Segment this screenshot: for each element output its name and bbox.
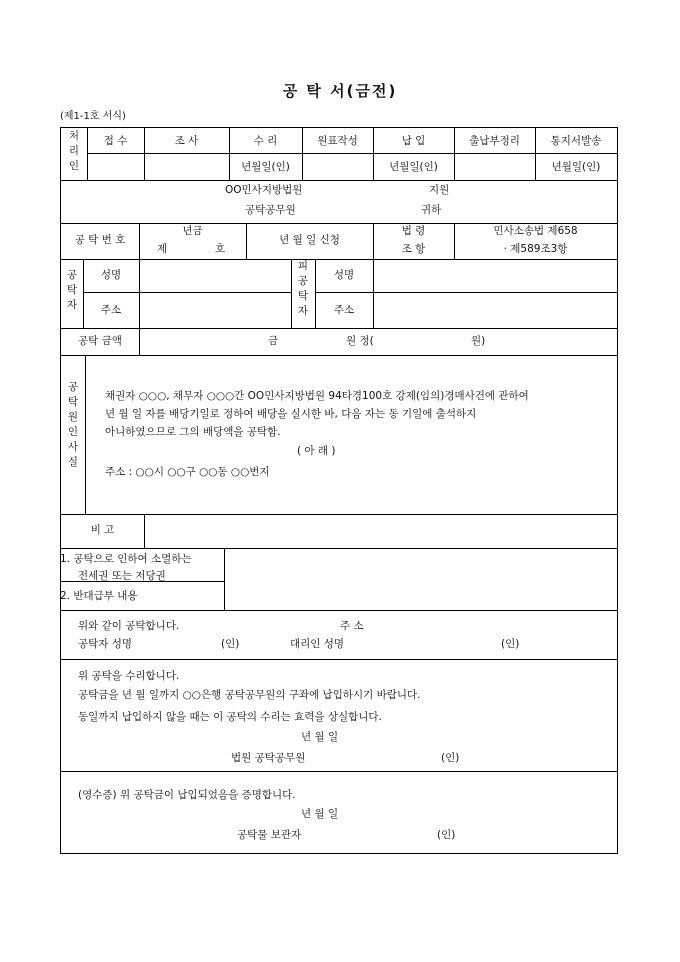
deposit-number-suffix: 호 xyxy=(215,243,226,255)
table-rule xyxy=(61,328,617,329)
header-investigation: 조 사 xyxy=(174,135,199,147)
table-rule xyxy=(61,659,617,660)
table-rule xyxy=(61,771,617,772)
receipt-line: (영수증) 위 공탁금이 납입되었음을 증명합니다. xyxy=(78,789,296,801)
table-rule xyxy=(61,355,617,356)
payment-date: 년월일(인) xyxy=(389,161,438,173)
amount-label: 공탁 금액 xyxy=(78,335,122,347)
deposit-number-label: 공 탁 번 호 xyxy=(74,234,126,246)
note-item-1-detail: 전세권 또는 저당권 xyxy=(78,570,166,582)
table-rule xyxy=(85,355,86,514)
depositee-address-label: 주소 xyxy=(333,304,355,316)
table-rule xyxy=(83,292,291,293)
table-rule xyxy=(61,548,617,549)
deposit-year: 년금 xyxy=(182,225,203,237)
table-rule xyxy=(87,153,617,154)
remarks-label: 비 고 xyxy=(90,524,115,536)
acceptance-line-1: 위 공탁을 수리합니다. xyxy=(78,670,180,682)
branch-court: 지원 xyxy=(429,184,450,196)
law-value-1: 민사소송법 제658 xyxy=(493,225,578,237)
cause-address: 주소 : ○○시 ○○구 ○○동 ○○번지 xyxy=(105,466,270,478)
table-rule xyxy=(315,292,617,293)
note-item-1: 1. 공탁으로 인하여 소멸하는 xyxy=(60,553,192,565)
acceptance-date: 년월일(인) xyxy=(241,161,290,173)
table-rule xyxy=(61,610,617,611)
agent-signature-label: 대리인 성명 xyxy=(290,638,345,650)
acceptance-line-2: 공탁금을 년 월 일까지 ○○은행 공탁공무원의 구좌에 납입하시기 바랍니다. xyxy=(78,689,421,701)
table-rule xyxy=(139,328,140,355)
declaration-address-label: 주 소 xyxy=(340,620,364,632)
officer-title: 공탁공무원 xyxy=(245,204,296,216)
cause-line-1: 채권자 ○○○, 채무자 ○○○간 OO민사지방법원 94타경100호 강제(임의)경매사건에 관하여 xyxy=(105,390,529,402)
declaration-line: 위와 같이 공탁합니다. xyxy=(78,620,180,632)
law-label-1: 법 령 xyxy=(401,225,426,237)
cause-side-label: 공탁원인사실 xyxy=(67,381,79,468)
depositor-signature-label: 공탁자 성명 xyxy=(78,638,133,650)
cause-line-3: 아니하였으므로 그의 배당액을 공탁함. xyxy=(105,426,281,438)
receipt-date: 년 월 일 xyxy=(301,808,339,820)
depositor-seal: (인) xyxy=(221,638,240,650)
cause-heading: ( 아 래 ) xyxy=(297,445,336,457)
agent-seal: (인) xyxy=(501,638,520,650)
depositor-address-label: 주소 xyxy=(100,304,122,316)
acceptance-date: 년 월 일 xyxy=(301,731,339,743)
processing-side-label: 처리인 xyxy=(68,130,80,172)
custodian-seal: (인) xyxy=(437,829,456,841)
depositor-name-label: 성명 xyxy=(100,269,122,281)
header-payment: 납 입 xyxy=(401,135,426,147)
custodian-label: 공탁물 보관자 xyxy=(237,829,302,841)
amount-currency: 금 xyxy=(268,335,279,347)
acceptance-line-3: 동일까지 납입하지 않을 때는 이 공탁의 수리는 효력을 상실합니다. xyxy=(78,711,382,723)
form-code: (제1-1호 서식) xyxy=(60,111,126,122)
request-date: 년 월 일 신청 xyxy=(279,234,340,246)
court-officer-seal: (인) xyxy=(441,752,460,764)
honorific: 귀하 xyxy=(421,204,442,216)
header-notice-dispatch: 통지서발송 xyxy=(550,135,602,147)
table-rule xyxy=(291,259,292,328)
header-receipt: 접 수 xyxy=(103,135,128,147)
court-name: OO민사지방법원 xyxy=(225,184,303,196)
table-rule xyxy=(373,259,374,328)
header-ledger-creation: 원표작성 xyxy=(317,135,358,147)
header-cashbook: 출납부정리 xyxy=(469,135,520,147)
notice-date: 년월일(인) xyxy=(551,161,601,173)
deposit-number-prefix: 제 xyxy=(157,243,168,255)
table-rule xyxy=(61,223,617,224)
depositor-side-label: 공탁자 xyxy=(66,269,78,311)
table-rule xyxy=(139,259,140,328)
table-rule xyxy=(61,180,617,181)
deposit-form xyxy=(60,127,618,854)
cause-line-2: 년 월 일 자를 배당기일로 정하여 배당을 실시한 바, 다음 자는 동 기일에 출석하지 xyxy=(105,408,477,420)
amount-close: 원) xyxy=(471,335,486,347)
law-value-2: · 제589조3항 xyxy=(503,243,568,255)
header-acceptance: 수 리 xyxy=(253,135,278,147)
law-label-2: 조 항 xyxy=(401,243,426,255)
document-title: 공 탁 서(금전) xyxy=(282,82,398,100)
table-rule xyxy=(61,259,617,260)
table-rule xyxy=(224,548,225,610)
court-officer-label: 법원 공탁공무원 xyxy=(231,752,306,764)
amount-unit: 원 정( xyxy=(346,335,374,347)
depositee-name-label: 성명 xyxy=(333,269,355,281)
depositee-side-label: 피공탁자 xyxy=(297,260,309,317)
table-rule xyxy=(144,514,145,548)
note-item-2: 2. 반대급부 내용 xyxy=(60,590,138,602)
